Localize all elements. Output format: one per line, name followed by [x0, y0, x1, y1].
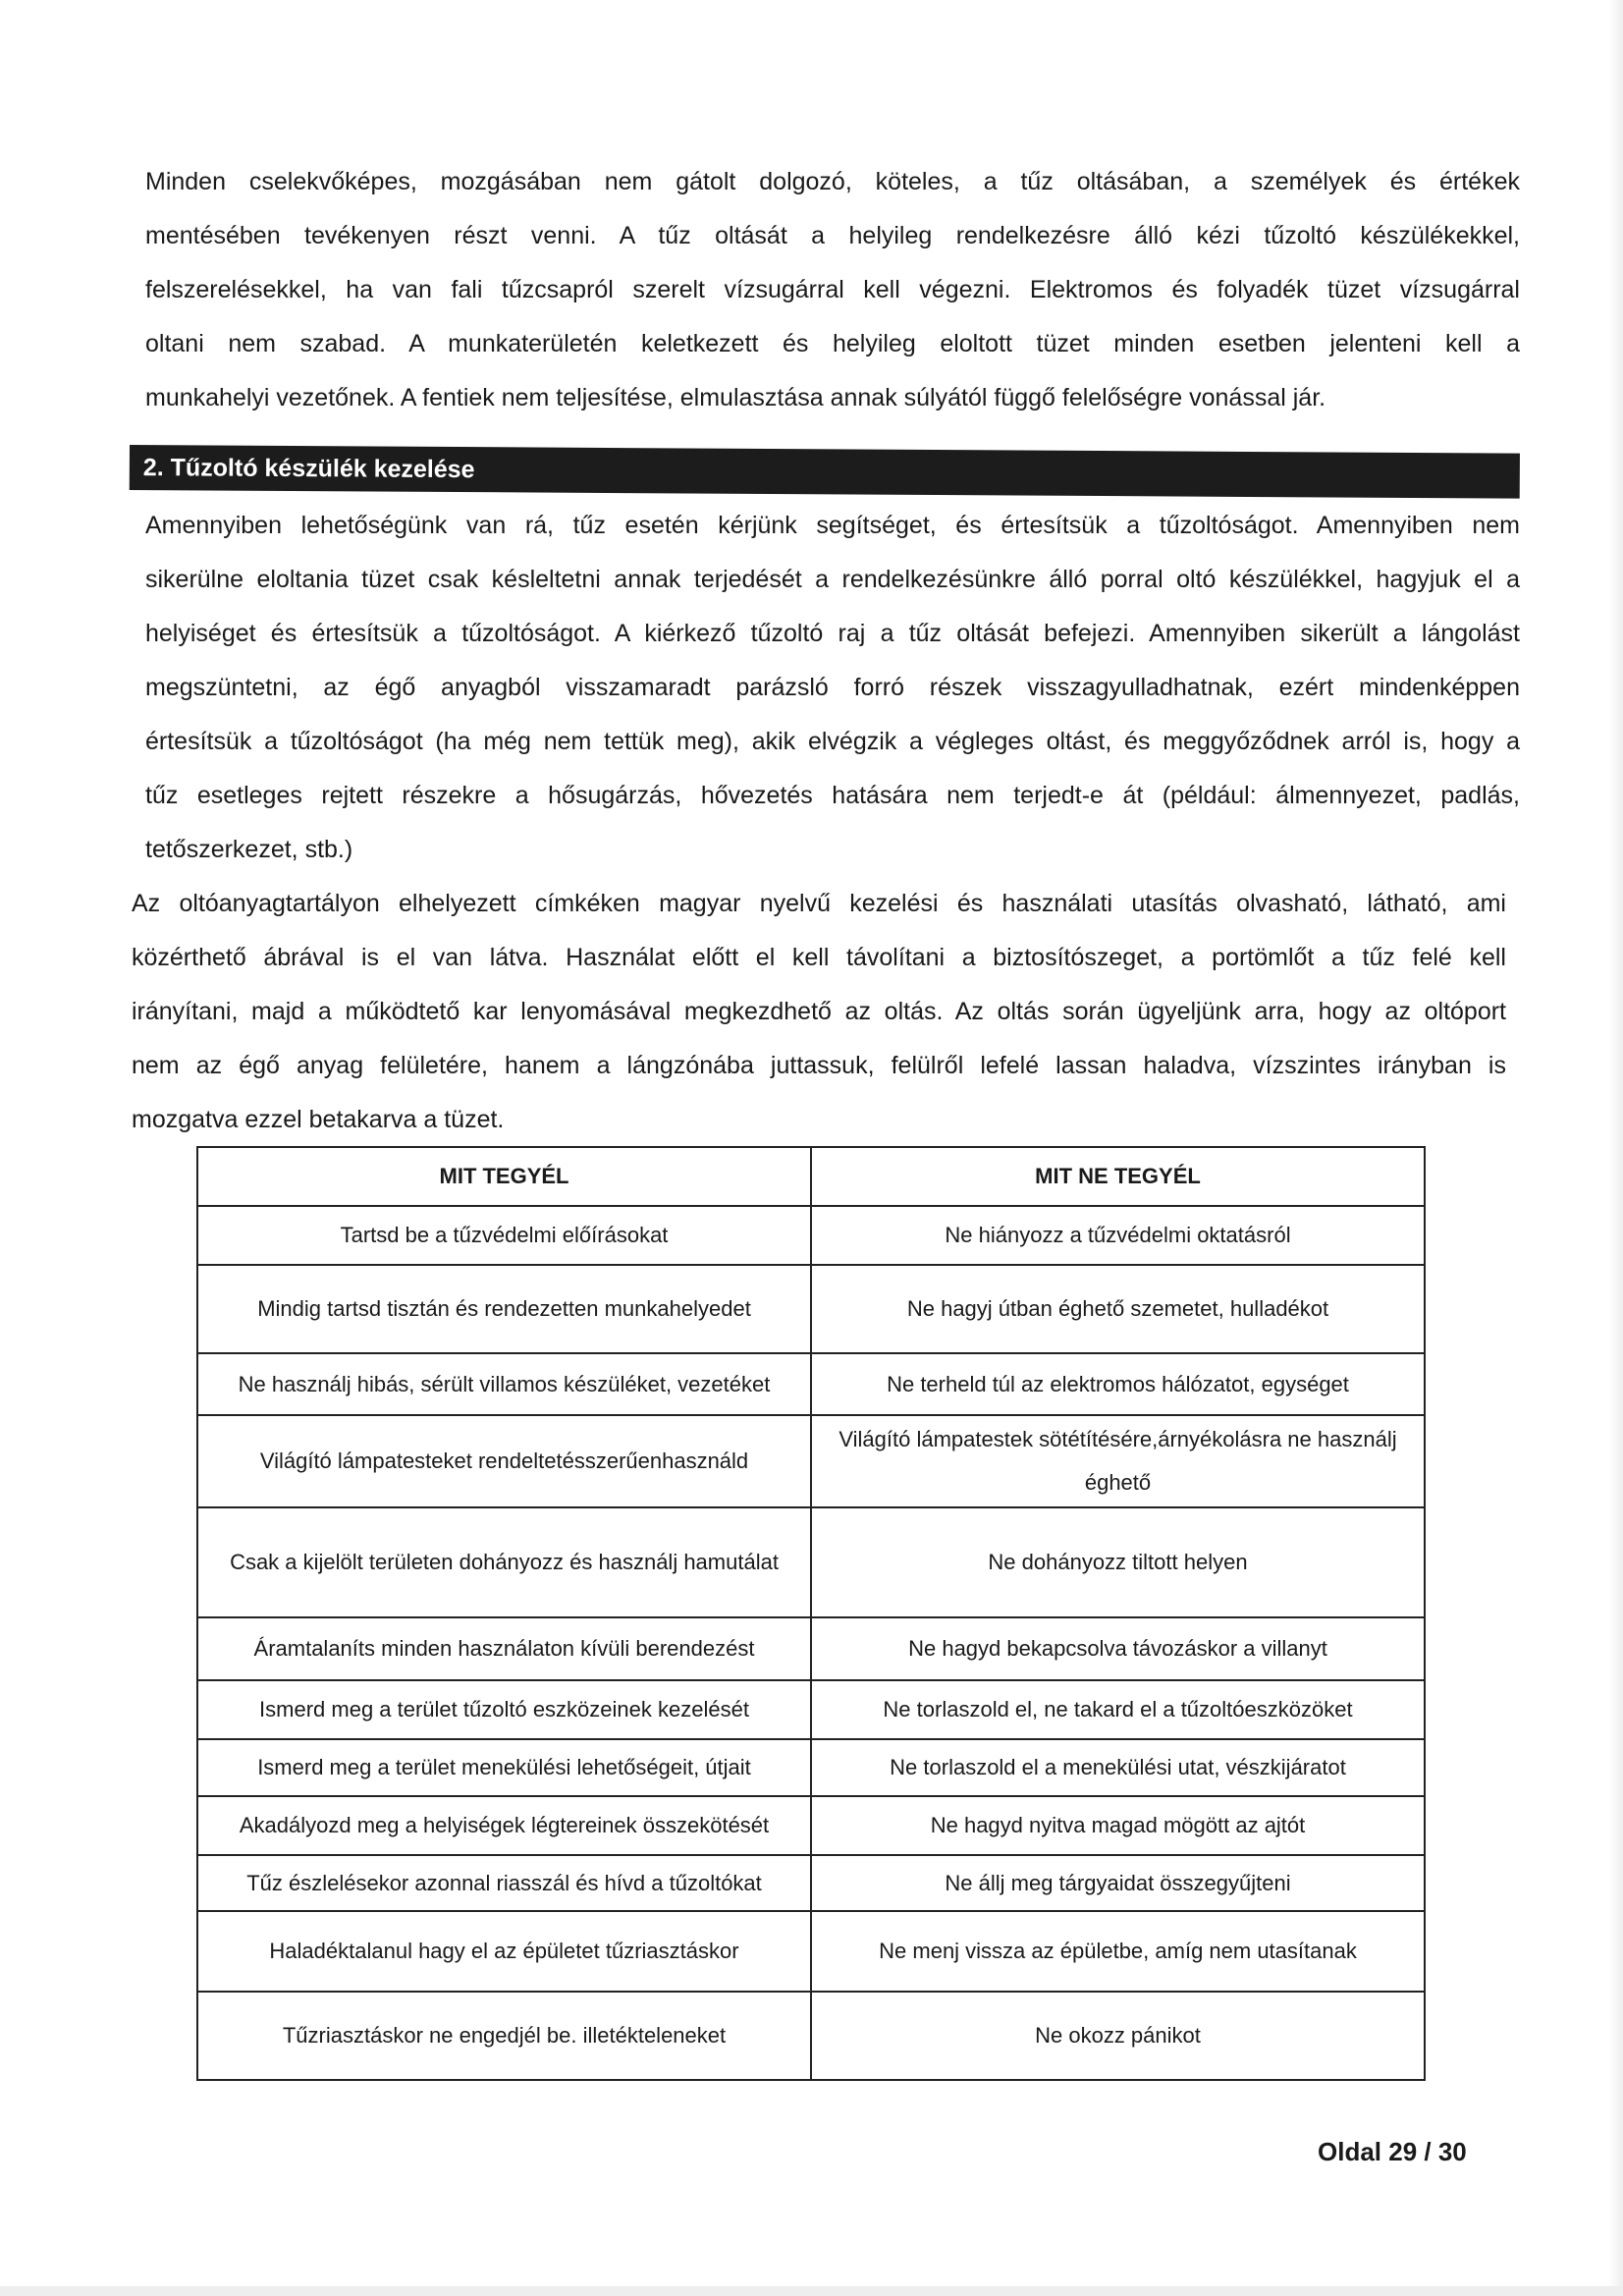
scan-bottom-edge: [0, 2286, 1623, 2296]
do-cell: Tűz észlelésekor azonnal riasszál és hívd a tűzoltókat: [197, 1855, 811, 1911]
do-cell: Tartsd be a tűzvédelmi előírásokat: [197, 1206, 811, 1265]
header-dont: MIT NE TEGYÉL: [811, 1147, 1425, 1206]
dont-cell: Ne terheld túl az elektromos hálózatot, egységet: [811, 1353, 1425, 1415]
do-cell: Ismerd meg a terület tűzoltó eszközeinek kezelését: [197, 1680, 811, 1739]
text-line: mentésében tevékenyen részt venni. A tűz oltását a helyileg rendelkezésre álló kézi tűzoltó készülékekkel,: [145, 222, 1520, 249]
text-line: Az oltóanyagtartályon elhelyezett címkéken magyar nyelvű kezelési és használati utasítás olvasható, látható, ami: [132, 890, 1506, 917]
dont-cell: Ne hagyd bekapcsolva távozáskor a villanyt: [811, 1617, 1425, 1680]
text-line: helyiséget és értesítsük a tűzoltóságot. A kiérkező tűzoltó raj a tűz oltását befejezi. Amennyiben sikerült a lángolást: [145, 620, 1520, 647]
paragraph-extinguisher-use: [145, 499, 1520, 877]
table-header-row: [197, 1147, 1425, 1206]
do-cell: Mindig tartsd tisztán és rendezetten munkahelyedet: [197, 1265, 811, 1353]
do-cell: Haladéktalanul hagy el az épületet tűzriasztáskor: [197, 1911, 811, 1992]
paragraph-fire-duty: [145, 155, 1520, 425]
dont-cell: Ne torlaszold el, ne takard el a tűzoltóeszközöket: [811, 1680, 1425, 1739]
table-row: [197, 1796, 1425, 1855]
text-line: közérthető ábrával is el van látva. Használat előtt el kell távolítani a biztosítószeget, a portömlőt a tűz felé kell: [132, 944, 1506, 971]
text-line: tűz esetleges rejtett részekre a hősugárzás, hővezetés hatására nem terjedt-e át (például: álmennyezet, padlás,: [145, 782, 1520, 809]
table-row: [197, 1911, 1425, 1992]
text-line: nem az égő anyag felületére, hanem a lángzónába juttassuk, felülről lefelé lassan haladva, vízszintes irányban is: [132, 1052, 1506, 1079]
table-row: [197, 1992, 1425, 2080]
text-line: sikerülne eloltania tüzet csak késleltetni annak terjedését a rendelkezésünkre álló porral oltó készülékkel, hagyjuk el a: [145, 566, 1520, 593]
table-row: [197, 1680, 1425, 1739]
do-dont-table: [196, 1146, 1426, 2081]
table-row: [197, 1415, 1425, 1507]
dont-cell: Ne hiányozz a tűzvédelmi oktatásról: [811, 1206, 1425, 1265]
text-line: irányítani, majd a működtető kar lenyomásával megkezdhető az oltás. Az oltás során ügyeljünk arra, hogy az oltóport: [132, 998, 1506, 1025]
dont-cell: Ne okozz pánikot: [811, 1992, 1425, 2080]
text-line: megszüntetni, az égő anyagból visszamaradt parázsló forró részek visszagyulladhatnak, ezért mindenképpen: [145, 674, 1520, 701]
text-line: Minden cselekvőképes, mozgásában nem gátolt dolgozó, köteles, a tűz oltásában, a személyek és értékek: [145, 168, 1520, 195]
dont-cell: Ne menj vissza az épületbe, amíg nem utasítanak: [811, 1911, 1425, 1992]
table-row: [197, 1617, 1425, 1680]
text-line: Amennyiben lehetőségünk van rá, tűz esetén kérjünk segítséget, és értesítsük a tűzoltóságot. Amennyiben nem: [145, 512, 1520, 539]
text-line: munkahelyi vezetőnek. A fentiek nem teljesítése, elmulasztása annak súlyától függő felelőségre vonással jár.: [145, 384, 1326, 411]
page-number: Oldal 29 / 30: [1318, 2137, 1467, 2166]
paragraph-label-instructions: [132, 877, 1506, 1147]
do-cell: Ne használj hibás, sérült villamos készüléket, vezetéket: [197, 1353, 811, 1415]
do-cell: Akadályozd meg a helyiségek légtereinek összekötését: [197, 1796, 811, 1855]
text-line: mozgatva ezzel betakarva a tüzet.: [132, 1106, 505, 1133]
text-line: oltani nem szabad. A munkaterületén keletkezett és helyileg eloltott tüzet minden esetben jelenteni kell a: [145, 330, 1520, 357]
table-row: [197, 1206, 1425, 1265]
dont-cell: Ne torlaszold el a menekülési utat, vészkijáratot: [811, 1739, 1425, 1796]
do-cell: Ismerd meg a terület menekülési lehetőségeit, útjait: [197, 1739, 811, 1796]
dont-cell: Ne hagyd nyitva magad mögött az ajtót: [811, 1796, 1425, 1855]
dont-cell: Ne állj meg tárgyaidat összegyűjteni: [811, 1855, 1425, 1911]
table-row: [197, 1739, 1425, 1796]
table-row: [197, 1265, 1425, 1353]
text-line: értesítsük a tűzoltóságot (ha még nem tettük meg), akik elvégzik a végleges oltást, és meggyőződnek arról is, hogy a: [145, 728, 1520, 755]
dont-cell: Ne hagyj útban éghető szemetet, hulladékot: [811, 1265, 1425, 1353]
section-heading-bar: [130, 445, 1520, 499]
do-cell: Csak a kijelölt területen dohányozz és használj hamutálat: [197, 1507, 811, 1617]
table-row: [197, 1353, 1425, 1415]
table-row: [197, 1507, 1425, 1617]
text-line: felszerelésekkel, ha van fali tűzcsapról szerelt vízsugárral kell végezni. Elektromos és folyadék tüzet vízsugárral: [145, 276, 1520, 303]
dont-cell: Világító lámpatestek sötétítésére,árnyékolásra ne használj éghető: [811, 1415, 1425, 1507]
do-cell: Tűzriasztáskor ne engedjél be. illetékteleneket: [197, 1992, 811, 2080]
do-cell: Világító lámpatesteket rendeltetésszerűenhasználd: [197, 1415, 811, 1507]
scan-edge: [1609, 0, 1623, 2296]
section-heading: 2. Tűzoltó készülék kezelése: [142, 454, 475, 484]
header-do: MIT TEGYÉL: [197, 1147, 811, 1206]
table-row: [197, 1855, 1425, 1911]
do-cell: Áramtalaníts minden használaton kívüli berendezést: [197, 1617, 811, 1680]
dont-cell: Ne dohányozz tiltott helyen: [811, 1507, 1425, 1617]
text-line: tetőszerkezet, stb.): [145, 836, 353, 863]
